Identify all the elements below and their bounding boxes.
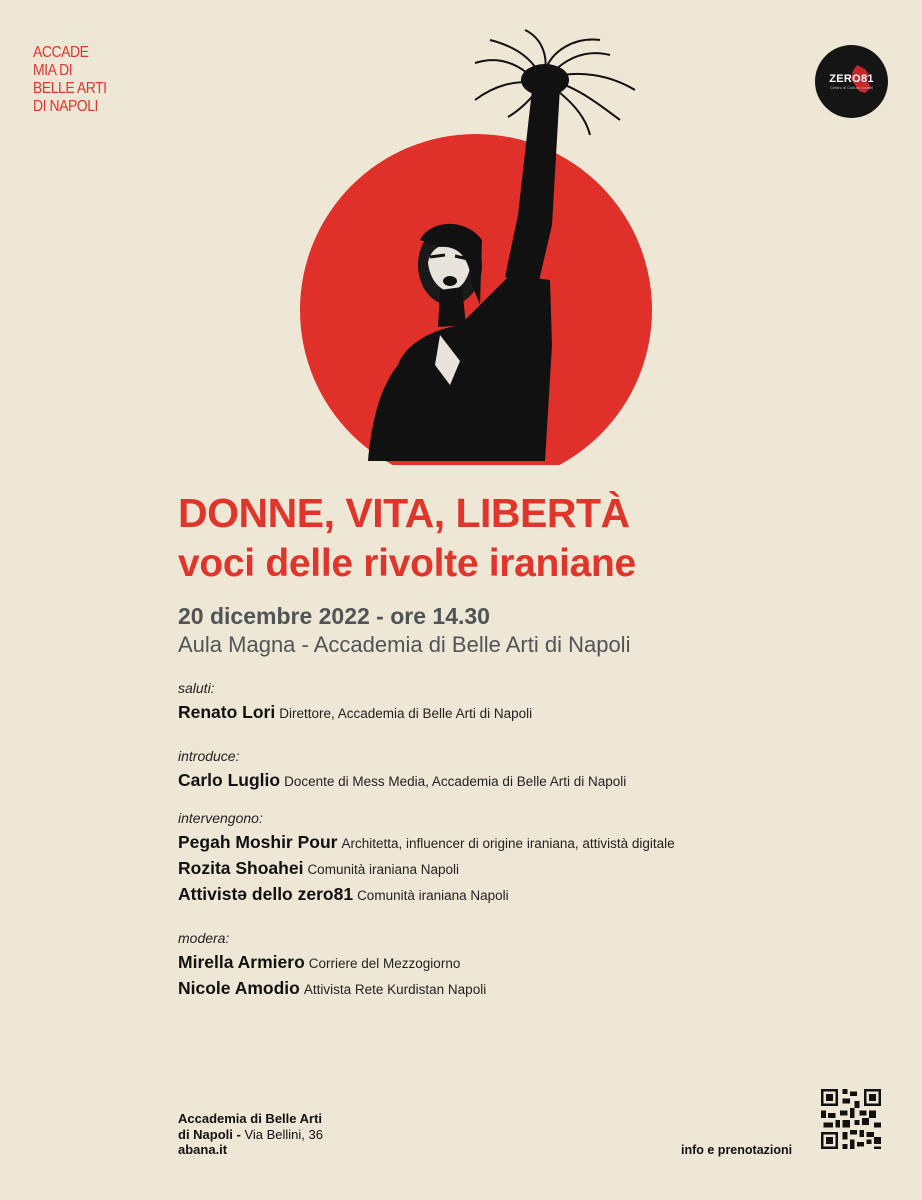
section-label: intervengono: [178, 810, 263, 826]
speaker [178, 858, 878, 884]
hero-illustration [290, 25, 710, 465]
event-date: 20 dicembre 2022 - ore 14.30 [178, 603, 490, 629]
street-address: Via Bellini, 36 [240, 1126, 323, 1142]
speaker [178, 884, 878, 910]
speaker-name: Rozita Shoahei [178, 858, 304, 878]
speaker [178, 952, 878, 978]
speaker-name: Pegah Moshir Pour [178, 832, 338, 852]
speaker-name: Mirella Armiero [178, 952, 305, 972]
speaker-role: Comunità iraniana Napoli [307, 862, 460, 877]
section-label: introduce: [178, 748, 240, 764]
logo-line: BELLE ARTI [33, 80, 107, 97]
program [178, 680, 878, 1018]
logo-line: DI NAPOLI [33, 98, 98, 115]
speaker-role: Attivista Rete Kurdistan Napoli [303, 982, 487, 997]
org-name-line1: Accademia di Belle Arti [178, 1111, 323, 1126]
program-section-saluti [178, 680, 878, 728]
program-section-introduce [178, 748, 878, 796]
section-label: modera: [178, 930, 230, 946]
speaker [178, 832, 878, 858]
event-title: DONNE, VITA, LIBERTÀ [178, 490, 630, 536]
accademia-logo [33, 44, 107, 118]
logo-line: MIA DI [33, 62, 73, 79]
section-label: saluti: [178, 680, 215, 696]
speaker-name: Nicole Amodio [178, 978, 300, 998]
program-section-modera [178, 930, 878, 1004]
speaker-role: Direttore, Accademia di Belle Arti di Napoli [279, 706, 533, 721]
event-venue: Aula Magna - Accademia di Belle Arti di Napoli [178, 632, 631, 657]
speaker [178, 770, 878, 796]
zero81-logo [815, 45, 888, 118]
speaker-name: Carlo Luglio [178, 770, 281, 790]
speaker-name: Attivistə dello zero81 [178, 884, 354, 904]
zero81-logo-text: ZERO81 [829, 73, 874, 85]
logo-line: ACCADE [33, 44, 89, 61]
speaker [178, 978, 878, 1004]
speaker [178, 702, 878, 728]
event-subtitle: voci delle rivolte iraniane [178, 542, 636, 585]
zero81-logo-sub: Centro di Culture Urbani [829, 85, 874, 90]
footer-address [178, 1111, 323, 1158]
speaker-role: Docente di Mess Media, Accademia di Belle Arti di Napoli [284, 774, 627, 789]
speaker-role: Architetta, influencer di origine iraniana, attivistà digitale [341, 836, 675, 851]
speaker-role: Corriere del Mezzogiorno [308, 956, 461, 971]
website-link[interactable]: abana.it [178, 1142, 228, 1157]
org-name-line2: di Napoli - [178, 1126, 241, 1142]
speaker-role: Comunità iraniana Napoli [357, 888, 509, 903]
qr-code-icon[interactable] [821, 1089, 881, 1149]
info-prenotazioni-label: info e prenotazioni [681, 1143, 793, 1157]
speaker-name: Renato Lori [178, 702, 276, 722]
program-section-intervengono [178, 810, 878, 910]
